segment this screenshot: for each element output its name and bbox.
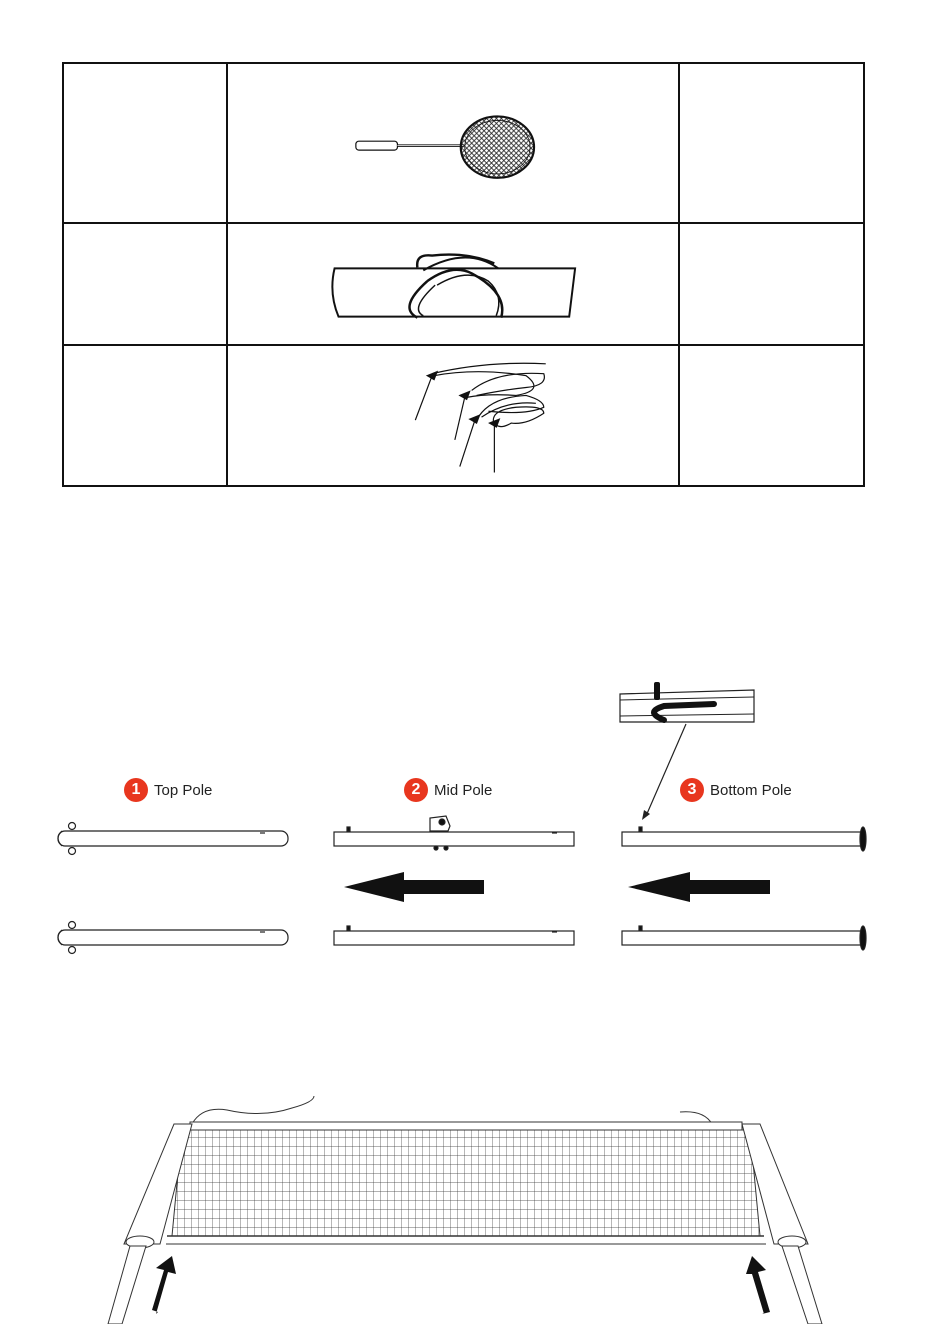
quantity-cell bbox=[679, 345, 864, 486]
parts-table bbox=[62, 62, 865, 487]
step-number-badge: 2 bbox=[404, 778, 428, 802]
part-name-cell bbox=[63, 63, 227, 223]
table-row bbox=[63, 63, 864, 223]
racket-image-cell bbox=[227, 63, 679, 223]
bag-image-cell bbox=[227, 223, 679, 344]
step-label-top-pole bbox=[124, 778, 212, 802]
quantity-cell bbox=[679, 63, 864, 223]
quantity-cell bbox=[679, 223, 864, 344]
step-number-badge: 1 bbox=[124, 778, 148, 802]
pole-row-upper bbox=[58, 816, 866, 855]
arrow-left-icon bbox=[628, 872, 770, 902]
part-name-cell bbox=[63, 345, 227, 486]
carry-bag-illustration bbox=[228, 224, 678, 343]
net-frame-illustration bbox=[52, 1084, 882, 1324]
step-label-text: Bottom Pole bbox=[710, 781, 792, 799]
stakes-ropes-illustration bbox=[228, 346, 678, 485]
step-number-badge: 3 bbox=[680, 778, 704, 802]
table-row bbox=[63, 345, 864, 486]
step-label-mid-pole bbox=[404, 778, 492, 802]
part-name-cell bbox=[63, 223, 227, 344]
racket-illustration bbox=[228, 64, 678, 222]
arrow-up-icon bbox=[152, 1256, 176, 1314]
arrow-up-icon bbox=[746, 1256, 770, 1314]
net-setup-illustration bbox=[52, 1084, 882, 1324]
pole-row-lower bbox=[58, 922, 866, 954]
pole-assembly-diagram bbox=[14, 626, 886, 976]
step-label-text: Top Pole bbox=[154, 781, 213, 799]
step-label-bottom-pole bbox=[680, 778, 792, 802]
arrow-left-icon bbox=[344, 872, 484, 902]
table-row bbox=[63, 223, 864, 344]
step-label-text: Mid Pole bbox=[434, 781, 493, 799]
stakes-image-cell bbox=[227, 345, 679, 486]
